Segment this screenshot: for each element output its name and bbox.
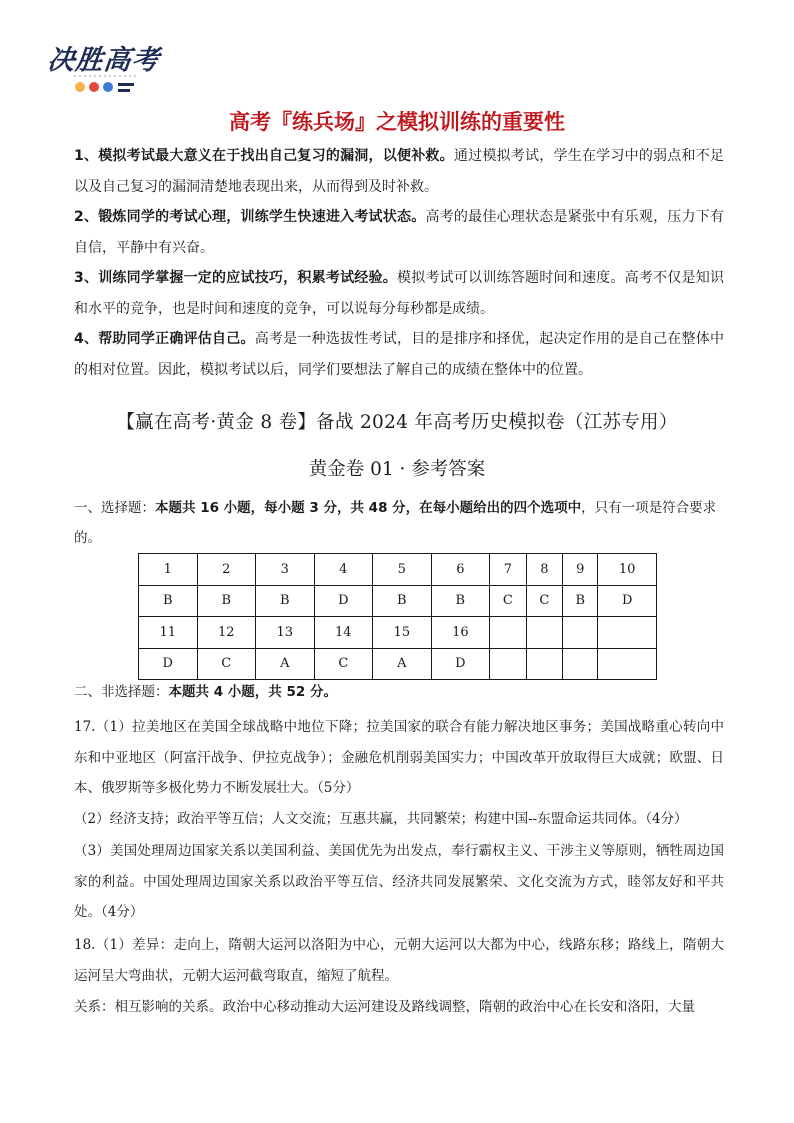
intro-point-text: 高考的最佳心理状态是紧张中有乐观，压力下有自信，平静中有兴奋。 <box>74 209 724 256</box>
answer-cell <box>598 617 657 649</box>
answer-row <box>139 648 657 680</box>
intro-point-bold: 3、训练同学掌握一定的应试技巧，积累考试经验。 <box>74 270 397 286</box>
section-prefix: 二、非选择题： <box>74 684 169 700</box>
exam-subtitle: 黄金卷 01 · 参考答案 <box>308 459 486 480</box>
answer-cell: 16 <box>431 617 490 649</box>
section-two-heading <box>74 677 724 707</box>
answer-cell: A <box>256 648 315 680</box>
answer-cell: 15 <box>373 617 432 649</box>
exam-title: 【赢在高考·黄金 8 卷】备战 2024 年高考历史模拟卷（江苏专用） <box>116 412 678 433</box>
intro-point-4 <box>74 324 724 385</box>
banner-title: 高考『练兵场』之模拟训练的重要性 <box>229 110 565 134</box>
answer-row <box>139 585 657 617</box>
q17-part2: （2）经济支持；政治平等互信；人文交流；互惠共赢，共同繁荣；构建中国--东盟命运共同体。（4分） <box>74 811 688 827</box>
answer-cell: B <box>197 585 256 617</box>
answer-cell: B <box>563 585 598 617</box>
section-rule: 本题共 4 小题，共 52 分。 <box>168 684 337 700</box>
answer-cell: 10 <box>598 554 657 586</box>
intro-point-1 <box>74 141 724 202</box>
answer-cell: B <box>431 585 490 617</box>
answer-cell: 1 <box>139 554 198 586</box>
answer-cell: 4 <box>314 554 373 586</box>
answer-cell: 14 <box>314 617 373 649</box>
answer-cell: C <box>197 648 256 680</box>
logo-text: 决胜高考 <box>46 45 162 76</box>
answer-cell: C <box>314 648 373 680</box>
intro-point-bold: 1、模拟考试最大意义在于找出自己复习的漏洞，以便补救。 <box>74 148 454 164</box>
answer-row <box>139 554 657 586</box>
answer-cell: 8 <box>526 554 563 586</box>
answer-table <box>138 553 657 680</box>
answer-cell <box>526 648 563 680</box>
answer-cell: D <box>314 585 373 617</box>
answer-cell: 2 <box>197 554 256 586</box>
section-rule-end: ，只有一项是符合要求的。 <box>74 500 717 546</box>
brand-logo <box>48 38 160 102</box>
answer-cell: 9 <box>563 554 598 586</box>
answer-cell: B <box>373 585 432 617</box>
answer-cell: 12 <box>197 617 256 649</box>
answer-cell <box>598 648 657 680</box>
answer-cell <box>490 648 527 680</box>
section-prefix: 一、选择题： <box>74 500 155 516</box>
answer-cell: C <box>490 585 527 617</box>
intro-point-bold: 4、帮助同学正确评估自己。 <box>74 331 255 347</box>
answer-cell: B <box>139 585 198 617</box>
intro-point-3 <box>74 263 724 324</box>
section-one-heading <box>74 493 724 553</box>
answer-cell: 3 <box>256 554 315 586</box>
answer-cell: A <box>373 648 432 680</box>
answer-cell: 5 <box>373 554 432 586</box>
q17-part3: （3）美国处理周边国家关系以美国利益、美国优先为出发点，奉行霸权主义、干涉主义等原则，牺牲周边国家的利益。中国处理周边国家关系以政治平等互信、经济共同发展繁荣、文化交流为方式，睦邻友好和平共处。（4分） <box>74 843 724 920</box>
intro-point-text: 通过模拟考试，学生在学习中的弱点和不足以及自己复习的漏洞清楚地表现出来，从而得到及时补救。 <box>74 148 724 195</box>
answer-row <box>139 617 657 649</box>
answer-cell: C <box>526 585 563 617</box>
q18-part1: 18.（1）差异：走向上，隋朝大运河以洛阳为中心，元朝大运河以大都为中心，线路东移；路线上，隋朝大运河呈大弯曲状，元朝大运河截弯取直，缩短了航程。 <box>74 937 724 984</box>
q18-relation: 关系：相互影响的关系。政治中心移动推动大运河建设及路线调整，隋朝的政治中心在长安和洛阳，大量 <box>74 999 695 1015</box>
answer-cell <box>563 648 598 680</box>
intro-point-2 <box>74 202 724 263</box>
intro-point-text: 高考是一种选拔性考试，目的是排序和择优，起决定作用的是自己在整体中的相对位置。因此，模拟考试以后，同学们要想法了解自己的成绩在整体中的位置。 <box>74 331 724 378</box>
answer-cell: 6 <box>431 554 490 586</box>
logo-emblem-icon <box>70 72 140 98</box>
section-rule: 本题共 16 小题，每小题 3 分，共 48 分，在每小题给出的 <box>155 500 514 516</box>
answer-cell: 13 <box>256 617 315 649</box>
answer-cell: D <box>431 648 490 680</box>
answer-cell <box>490 617 527 649</box>
intro-point-text: 模拟考试可以训练答题时间和速度。高考不仅是知识和水平的竞争，也是时间和速度的竞争，可以说每分每秒都是成绩。 <box>74 270 724 317</box>
answer-cell: B <box>256 585 315 617</box>
answer-cell: 11 <box>139 617 198 649</box>
answer-cell: D <box>139 648 198 680</box>
intro-point-bold: 2、锻炼同学的考试心理，训练学生快速进入考试状态。 <box>74 209 426 225</box>
answer-cell: D <box>598 585 657 617</box>
q17-part1: 17.（1）拉美地区在美国全球战略中地位下降；拉美国家的联合有能力解决地区事务；美国战略重心转向中东和中亚地区（阿富汗战争、伊拉克战争）；金融危机削弱美国实力；中国改革开放取得巨大成就；欧盟、日本、俄罗斯等多极化势力不断发展壮大。（5分） <box>74 719 724 796</box>
answer-cell <box>563 617 598 649</box>
section-rule-emphasis: 四个选项中 <box>513 500 582 516</box>
answer-cell: 7 <box>490 554 527 586</box>
answer-cell <box>526 617 563 649</box>
